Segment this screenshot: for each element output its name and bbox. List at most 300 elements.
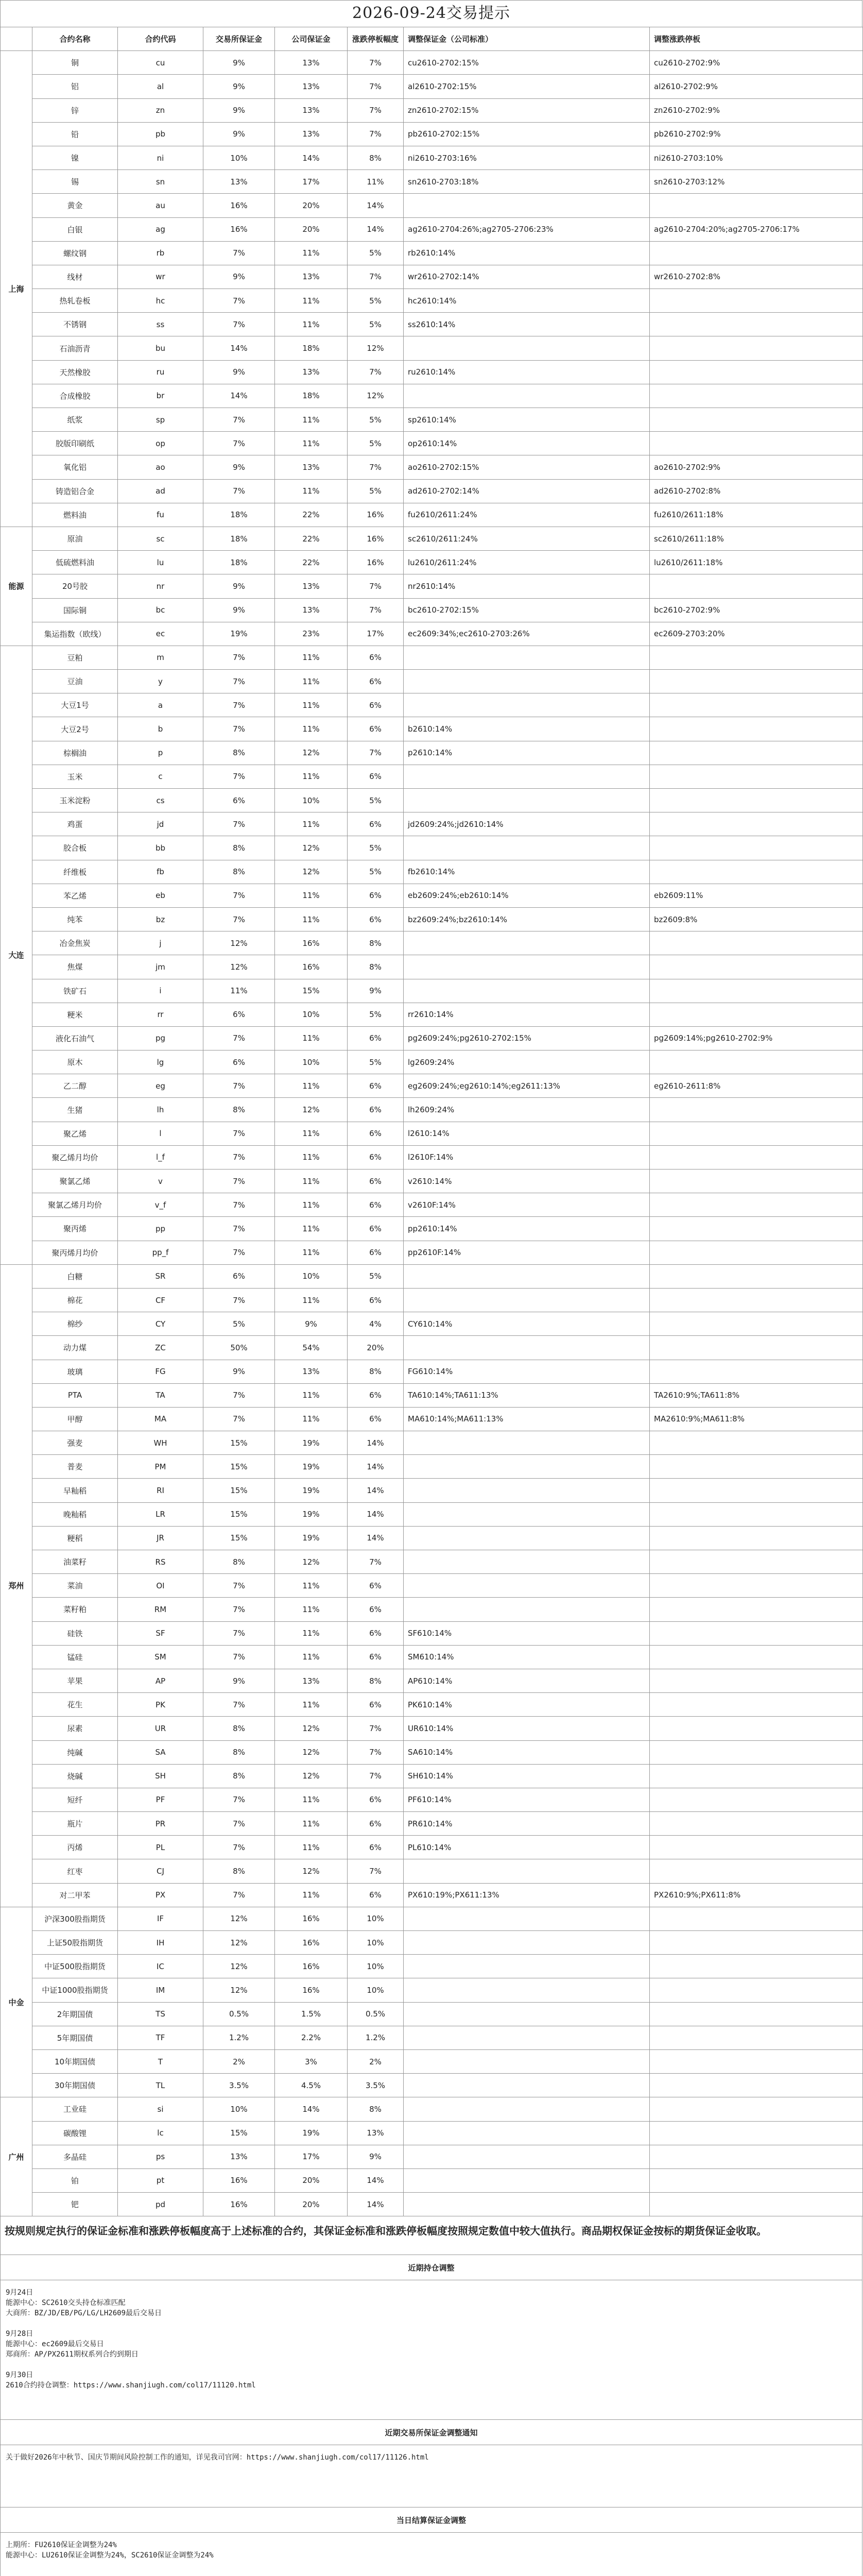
limit-range: 14% [348,2193,404,2216]
exchange-margin: 19% [203,622,275,646]
company-margin: 11% [275,812,348,836]
adjusted-margin: op2610:14% [404,432,650,455]
table-row [1,1360,863,1383]
notice-line: 上期所：FU2610保证金调整为24% [6,2541,117,2550]
exchange-margin: 9% [203,265,275,289]
exchange-margin: 12% [203,1907,275,1930]
table-row [1,217,863,241]
company-margin: 11% [275,241,348,265]
adjusted-margin [404,979,650,1003]
adjusted-limit [650,1598,863,1621]
limit-range: 6% [348,907,404,931]
exchange-margin: 12% [203,1978,275,2002]
adjusted-limit [650,646,863,669]
contract-code: TL [118,2074,203,2097]
contract-code: bc [118,598,203,622]
adjusted-limit [650,1312,863,1336]
adjusted-limit: TA2610:9%;TA611:8% [650,1383,863,1407]
limit-range: 16% [348,551,404,574]
contract-name: 集运指数（欧线） [32,622,118,646]
adjusted-margin: wr2610-2702:14% [404,265,650,289]
company-margin: 11% [275,1122,348,1145]
contract-name: 不锈钢 [32,313,118,336]
adjusted-margin: hc2610:14% [404,289,650,313]
company-margin: 10% [275,1050,348,1074]
contract-name: 玻璃 [32,1360,118,1383]
exchange-margin: 16% [203,217,275,241]
company-margin: 15% [275,979,348,1003]
adjusted-limit: ad2610-2702:8% [650,479,863,503]
table-row [1,455,863,479]
table-row [1,1645,863,1669]
table-row [1,75,863,98]
table-row [1,1859,863,1883]
exchange-margin: 7% [203,670,275,693]
limit-range: 8% [348,955,404,979]
company-margin: 11% [275,1407,348,1431]
company-margin: 18% [275,336,348,360]
contract-name: 锡 [32,170,118,194]
contract-name: 红枣 [32,1859,118,1883]
adjusted-margin [404,765,650,788]
contract-name: 碳酸锂 [32,2121,118,2145]
adjusted-limit [650,2121,863,2145]
table-row [1,574,863,598]
contract-code: ru [118,360,203,384]
adjusted-limit: fu2610/2611:18% [650,503,863,527]
contract-name: 纸浆 [32,408,118,432]
company-margin: 22% [275,527,348,550]
exchange-margin: 14% [203,336,275,360]
exchange-margin: 1.2% [203,2026,275,2049]
contract-name: 菜籽粕 [32,1598,118,1621]
limit-range: 6% [348,1407,404,1431]
adjusted-limit [650,2168,863,2192]
contract-code: IF [118,1907,203,1930]
limit-range: 8% [348,146,404,170]
notice-line: 能源中心：ec2609最后交易日 [6,2340,104,2349]
adjusted-limit [650,2097,863,2121]
contract-name: 锰硅 [32,1645,118,1669]
exchange-margin: 9% [203,360,275,384]
exchange-margin: 16% [203,2168,275,2192]
contract-name: 棉花 [32,1288,118,1312]
adjusted-limit [650,717,863,741]
company-margin: 12% [275,1859,348,1883]
limit-range: 6% [348,1098,404,1122]
contract-code: eg [118,1074,203,1098]
limit-range: 7% [348,1740,404,1764]
adjusted-margin: bz2609:24%;bz2610:14% [404,907,650,931]
contract-code: rr [118,1003,203,1026]
adjusted-limit [650,1693,863,1717]
contract-code: TF [118,2026,203,2049]
contract-code: cs [118,789,203,812]
exchange-margin: 7% [203,1645,275,1669]
company-margin: 19% [275,1455,348,1479]
table-row [1,1717,863,1740]
contract-name: 乙二醇 [32,1074,118,1098]
contract-code: LR [118,1502,203,1526]
contract-code: v_f [118,1193,203,1217]
table-row [1,1978,863,2002]
contract-name: 强麦 [32,1431,118,1455]
company-margin: 13% [275,75,348,98]
limit-range: 6% [348,693,404,717]
exchange-margin: 7% [203,1836,275,1859]
company-margin: 2.2% [275,2026,348,2049]
exchange-margin: 7% [203,884,275,907]
contract-name: 晚籼稻 [32,1502,118,1526]
company-margin: 12% [275,860,348,884]
adjusted-margin [404,789,650,812]
contract-name: 20号胶 [32,574,118,598]
contract-code: fu [118,503,203,527]
limit-range: 6% [348,1145,404,1169]
adjusted-margin [404,1502,650,1526]
exchange-margin: 14% [203,384,275,408]
notice-line: 能源中心：LU2610保证金调整为24%，SC2610保证金调整为24% [6,2551,214,2560]
adjusted-margin [404,384,650,408]
contract-name: 聚丙烯 [32,1217,118,1241]
table-row [1,646,863,669]
exchange-margin: 13% [203,170,275,194]
limit-range: 6% [348,1026,404,1050]
adjusted-limit [650,955,863,979]
exchange-margin: 8% [203,1717,275,1740]
company-margin: 16% [275,1978,348,2002]
company-margin: 11% [275,1193,348,1217]
adjusted-margin: fu2610/2611:24% [404,503,650,527]
contract-name: 普麦 [32,1455,118,1479]
contract-name: 烧碱 [32,1764,118,1788]
table-row [1,2002,863,2026]
table-row [1,51,863,75]
company-margin: 12% [275,1550,348,1574]
table-row [1,907,863,931]
adjusted-limit [650,812,863,836]
table-row [1,360,863,384]
company-margin: 13% [275,574,348,598]
table-row [1,1431,863,1455]
contract-code: sn [118,170,203,194]
contract-name: 棕榈油 [32,741,118,765]
contract-name: 原木 [32,1050,118,1074]
adjusted-margin: lg2609:24% [404,1050,650,1074]
table-row [1,1526,863,1550]
contract-code: bu [118,336,203,360]
adjusted-limit: bz2609:8% [650,907,863,931]
table-row [1,479,863,503]
contract-code: MA [118,1407,203,1431]
adjusted-margin: lu2610/2611:24% [404,551,650,574]
exchange-margin: 7% [203,1217,275,1241]
exchange-margin: 15% [203,1431,275,1455]
adjusted-margin [404,1598,650,1621]
table-row [1,1479,863,1502]
table-row [1,955,863,979]
table-row [1,717,863,741]
exchange-margin: 7% [203,313,275,336]
contract-name: 2年期国债 [32,2002,118,2026]
adjusted-limit [650,1288,863,1312]
table-row [1,1621,863,1645]
notice-line[interactable]: 2610合约持仓调整：https://www.shanjiugh.com/col17/11120.html [6,2381,256,2390]
table-row [1,1383,863,1407]
company-margin: 16% [275,1955,348,1978]
exchange-margin: 7% [203,1693,275,1717]
table-row [1,2145,863,2168]
company-margin: 11% [275,765,348,788]
table-row [1,1098,863,1122]
header-limit-range: 涨跌停板幅度 [348,27,404,51]
exchange-margin: 2% [203,2049,275,2073]
contract-code: l [118,1122,203,1145]
exchange-margin-notice-heading: 近期交易所保证金调整通知 [0,2419,862,2445]
limit-range: 7% [348,98,404,122]
limit-range: 6% [348,1170,404,1193]
limit-range: 5% [348,1264,404,1288]
contract-name: 铸造铝合金 [32,479,118,503]
page-title: 2026-09-24交易提示 [0,0,862,27]
adjusted-limit: ag2610-2704:20%;ag2705-2706:17% [650,217,863,241]
table-row [1,1264,863,1288]
adjusted-margin: pg2609:24%;pg2610-2702:15% [404,1026,650,1050]
table-row [1,1883,863,1907]
exchange-margin: 7% [203,241,275,265]
adjusted-margin [404,1479,650,1502]
contract-name: 聚氯乙烯月均价 [32,1193,118,1217]
exchange-margin: 12% [203,1955,275,1978]
limit-range: 6% [348,884,404,907]
table-row [1,313,863,336]
limit-range: 7% [348,360,404,384]
exchange-margin: 7% [203,693,275,717]
adjusted-limit [650,360,863,384]
adjusted-margin [404,2145,650,2168]
contract-name: 国际铜 [32,598,118,622]
limit-range: 9% [348,979,404,1003]
exchange-margin: 7% [203,1288,275,1312]
contract-code: jd [118,812,203,836]
company-margin: 11% [275,313,348,336]
contract-code: si [118,2097,203,2121]
contract-code: pg [118,1026,203,1050]
table-row [1,1764,863,1788]
adjusted-limit [650,194,863,217]
adjusted-margin: nr2610:14% [404,574,650,598]
limit-range: 10% [348,1955,404,1978]
notice-line[interactable]: 关于做好2026年中秋节、国庆节期间风险控制工作的通知，详见我司官网：https://www.shanjiugh.com/col17/11126.html [6,2453,429,2462]
table-row [1,860,863,884]
contract-code: AP [118,1669,203,1692]
contract-code: ec [118,622,203,646]
adjusted-limit [650,1931,863,1955]
table-row [1,2049,863,2073]
adjusted-margin: b2610:14% [404,717,650,741]
adjusted-limit [650,1812,863,1836]
adjusted-margin: sp2610:14% [404,408,650,432]
contract-code: sc [118,527,203,550]
header-exchange-margin: 交易所保证金 [203,27,275,51]
limit-range: 17% [348,622,404,646]
contract-name: 丙烯 [32,1836,118,1859]
company-margin: 16% [275,931,348,955]
contract-name: 铝 [32,75,118,98]
table-row [1,1598,863,1621]
limit-range: 14% [348,1526,404,1550]
company-margin: 11% [275,717,348,741]
company-margin: 11% [275,1621,348,1645]
adjusted-limit: eb2609:11% [650,884,863,907]
adjusted-limit: lu2610/2611:18% [650,551,863,574]
adjusted-limit [650,1455,863,1479]
company-margin: 11% [275,1074,348,1098]
adjusted-margin [404,1907,650,1930]
contract-code: a [118,693,203,717]
exchange-margin: 7% [203,408,275,432]
company-margin: 11% [275,432,348,455]
rules-footnote: 按规则规定执行的保证金标准和涨跌停板幅度高于上述标准的合约，其保证金标准和涨跌停板幅度按照规定数值中较大值执行。商品期权保证金按标的期货保证金收取。 [0,2216,862,2244]
adjusted-margin: PK610:14% [404,1693,650,1717]
adjusted-margin [404,336,650,360]
exchange-label: 大连 [1,646,32,1264]
company-margin: 19% [275,1479,348,1502]
exchange-margin: 7% [203,1788,275,1811]
company-margin: 11% [275,1788,348,1811]
notice-sections [0,2244,862,2576]
company-margin: 23% [275,622,348,646]
adjusted-limit [650,1717,863,1740]
exchange-margin: 7% [203,1383,275,1407]
exchange-margin: 9% [203,1360,275,1383]
exchange-label: 郑州 [1,1264,32,1907]
table-row [1,812,863,836]
adjusted-limit [650,1003,863,1026]
table-row [1,2193,863,2216]
adjusted-margin [404,1574,650,1598]
exchange-margin: 6% [203,1050,275,1074]
contract-name: 多晶硅 [32,2145,118,2168]
company-margin: 11% [275,408,348,432]
contract-code: v [118,1170,203,1193]
exchange-margin: 8% [203,741,275,765]
exchange-margin: 5% [203,1312,275,1336]
adjusted-margin [404,836,650,860]
contract-code: OI [118,1574,203,1598]
limit-range: 5% [348,1003,404,1026]
table-row [1,432,863,455]
exchange-margin: 15% [203,1455,275,1479]
daily-settlement-margin-heading: 当日结算保证金调整 [0,2507,862,2533]
adjusted-margin: zn2610-2702:15% [404,98,650,122]
limit-range: 10% [348,1978,404,2002]
contract-name: 液化石油气 [32,1026,118,1050]
company-margin: 10% [275,1264,348,1288]
adjusted-limit: ao2610-2702:9% [650,455,863,479]
exchange-margin: 7% [203,812,275,836]
contract-code: T [118,2049,203,2073]
exchange-label: 中金 [1,1907,32,2097]
table-row [1,1074,863,1098]
contract-name: 纯碱 [32,1740,118,1764]
exchange-margin: 16% [203,194,275,217]
company-margin: 20% [275,217,348,241]
adjusted-limit [650,1574,863,1598]
company-margin: 16% [275,1931,348,1955]
adjusted-margin: PF610:14% [404,1788,650,1811]
adjusted-margin [404,646,650,669]
contract-code: hc [118,289,203,313]
table-row [1,336,863,360]
table-row [1,289,863,313]
exchange-margin: 12% [203,931,275,955]
adjusted-margin: PX610:19%;PX611:13% [404,1883,650,1907]
company-margin: 12% [275,1098,348,1122]
limit-range: 2% [348,2049,404,2073]
exchange-margin: 9% [203,455,275,479]
exchange-margin: 7% [203,1122,275,1145]
contract-name: 胶版印刷纸 [32,432,118,455]
contract-name: 早籼稻 [32,1479,118,1502]
company-margin: 19% [275,1502,348,1526]
contract-code: IC [118,1955,203,1978]
contract-code: JR [118,1526,203,1550]
adjusted-margin: pp2610F:14% [404,1241,650,1264]
table-row [1,1740,863,1764]
table-row [1,1050,863,1074]
exchange-margin: 15% [203,2121,275,2145]
contract-name: 铜 [32,51,118,75]
adjusted-limit [650,1740,863,1764]
exchange-margin: 7% [203,717,275,741]
contract-name: 对二甲苯 [32,1883,118,1907]
margin-table [0,27,863,2216]
adjusted-margin [404,2002,650,2026]
adjusted-margin: p2610:14% [404,741,650,765]
notice-line: 能源中心：SC2610交头持仓标准匹配 [6,2299,126,2308]
company-margin: 19% [275,1431,348,1455]
contract-name: 粳稻 [32,1526,118,1550]
company-margin: 16% [275,1907,348,1930]
limit-range: 5% [348,836,404,860]
recent-position-adjustment-body [0,2280,862,2409]
recent-position-adjustment-heading: 近期持仓调整 [0,2255,862,2280]
adjusted-margin: l2610F:14% [404,1145,650,1169]
limit-range: 7% [348,1550,404,1574]
company-margin: 13% [275,1669,348,1692]
adjusted-limit [650,1669,863,1692]
limit-range: 7% [348,741,404,765]
exchange-margin: 9% [203,574,275,598]
adjusted-margin [404,194,650,217]
adjusted-limit: cu2610-2702:9% [650,51,863,75]
adjusted-limit [650,336,863,360]
contract-code: cu [118,51,203,75]
exchange-margin: 16% [203,2193,275,2216]
table-row [1,194,863,217]
limit-range: 14% [348,2168,404,2192]
contract-name: 30年期国债 [32,2074,118,2097]
table-row [1,693,863,717]
adjusted-limit [650,1836,863,1859]
contract-code: wr [118,265,203,289]
header-contract-name: 合约名称 [32,27,118,51]
exchange-margin: 10% [203,146,275,170]
adjusted-limit [650,2026,863,2049]
exchange-label: 广州 [1,2097,32,2216]
adjusted-margin [404,1264,650,1288]
